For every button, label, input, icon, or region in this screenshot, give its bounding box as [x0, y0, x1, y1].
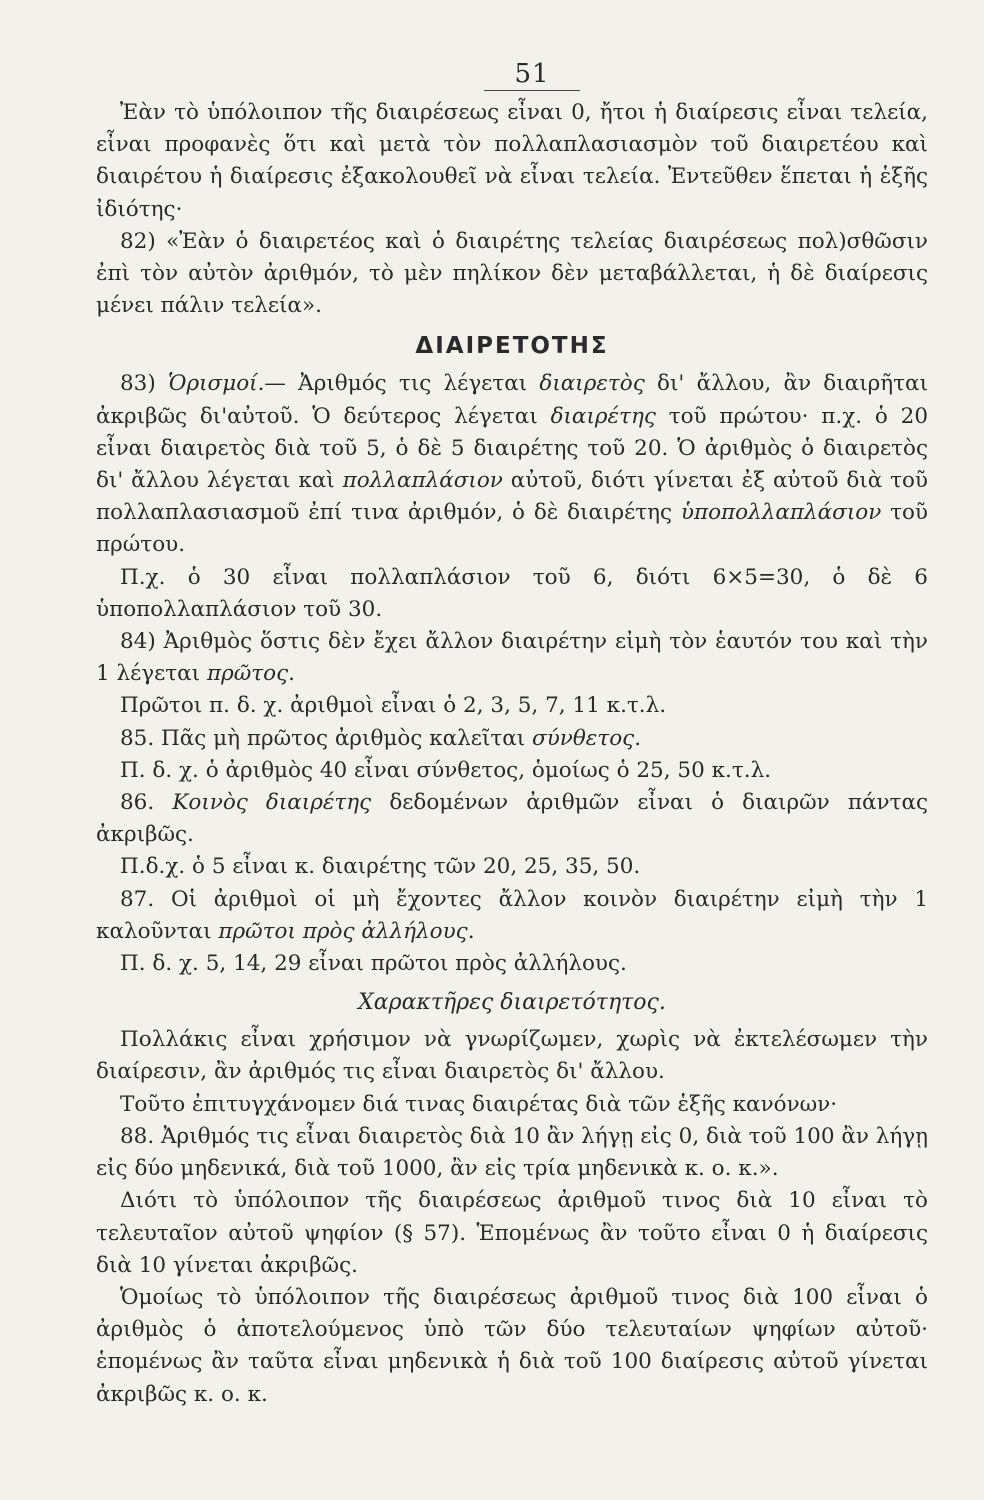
p85-term-composite: σύνθετος [532, 725, 635, 751]
paragraph-reason-100: Ὁμοίως τὸ ὑπόλοιπον τῆς διαιρέσεως ἀριθμοῦ τινος διὰ 100 εἶναι ὁ ἀριθμὸς ὁ ἀποτελούμενος ὑπὸ τῶν δύο τελευταίων ψηφίων αὐτοῦ· ἑπομένως ἂν ταῦτα εἶναι μηδενικὰ ἡ διὰ τοῦ 100 διαίρεσις αὐτοῦ γίνεται ἀκριβῶς κ. ο. κ. [96, 1284, 928, 1407]
page-number-rule [484, 90, 580, 91]
section-heading: ΔΙΑΙΡΕΤΟΤΗΣ [415, 333, 609, 360]
subsection-heading: Χαρακτῆρες διαιρετότητος. [358, 990, 666, 1016]
p83-term-multiple: πολλαπλάσιον [342, 468, 503, 494]
page-number: 51 [514, 59, 550, 89]
p83-term-submultiple: ὑποπολλαπλάσιον [680, 500, 882, 526]
paragraph-rules-intro: Τοῦτο ἐπιτυγχάνομεν διά τινας διαιρέτας διὰ τῶν ἑξῆς κανόνων· [120, 1091, 838, 1117]
p83-term-divisor: διαιρέτης [550, 403, 656, 429]
paragraph-common-divisor-example: Π.δ.χ. ὁ 5 εἶναι κ. διαιρέτης τῶν 20, 25, 35, 50. [120, 854, 641, 880]
paragraph-83-definitions: 83) Ὁρισμοί.— Ἀριθμός τις λέγεται διαιρετὸς δι' ἄλλου, ἂν διαιρῆται ἀκριβῶς δι'αὐτοῦ. Ὁ δεύτερος λέγεται διαιρέτης τοῦ πρώτου· π.χ. ὁ 20 εἶναι διαιρετὸς διὰ τοῦ 5, ὁ δὲ 5 διαιρέτης τοῦ 20. Ὁ ἀριθμὸς ὁ διαιρετὸς δι' ἄλλου λέγεται καὶ πολλαπλάσιον αὐτοῦ, διότι γίνεται ἐξ αὐτοῦ διὰ τοῦ πολλαπλασιασμοῦ ἐπί τινα ἀριθμόν, ὁ δὲ διαιρέτης ὑποπολλαπλάσιον τοῦ πρώτου. [96, 371, 929, 558]
p86-term-common-divisor: Κοινὸς διαιρέτης [172, 790, 372, 816]
paragraph-example-multiple: Π.χ. ὁ 30 εἶναι πολλαπλάσιον τοῦ 6, διότι 6×5=30, ὁ δὲ 6 ὑποπολλαπλάσιον τοῦ 30. [96, 564, 928, 622]
paragraph-composite-examples: Π. δ. χ. ὁ ἀριθμὸς 40 εἶναι σύνθετος, ὁμοίως ὁ 25, 50 κ.τ.λ. [120, 757, 772, 783]
p83-number: 83) [120, 371, 169, 397]
page-text [96, 97, 928, 1411]
paragraph-remainder-zero: Ἐὰν τὸ ὑπόλοιπον τῆς διαιρέσεως εἶναι 0, ἤτοι ἡ διαίρεσις εἶναι τελεία, εἶναι προφανὲς ὅτι καὶ μετὰ τὸν πολλαπλασιασμὸν τοῦ διαιρετέου καὶ διαιρέτου ἡ διαίρεσις ἐξακολουθεῖ νὰ εἶναι τελεία. Ἐντεῦθεν ἕπεται ἡ ἑξῆς ἰδιότης· [96, 100, 928, 222]
p87-term-coprime: πρῶτοι πρὸς ἀλλήλους [218, 918, 468, 944]
paragraph-prime-examples: Πρῶτοι π. δ. χ. ἀριθμοὶ εἶναι ὁ 2, 3, 5, 7, 11 κ.τ.λ. [120, 693, 667, 719]
paragraph-useful-know: Πολλάκις εἶναι χρήσιμον νὰ γνωρίζωμεν, χωρὶς νὰ ἐκτελέσωμεν τὴν διαίρεσιν, ἂν ἀριθμός τις εἶναι διαιρετὸς δι' ἄλλου. [96, 1027, 928, 1085]
paragraph-82: 82) «Ἐὰν ὁ διαιρετέος καὶ ὁ διαιρέτης τελείας διαιρέσεως πολ)σθῶσιν ἐπὶ τὸν αὐτὸν ἀριθμόν, τὸ μὲν πηλίκον δὲν μεταβάλλεται, ἡ δὲ διαίρεσις μένει πάλιν τελεία». [96, 228, 928, 319]
paragraph-reason-10: Διότι τὸ ὑπόλοιπον τῆς διαιρέσεως ἀριθμοῦ τινος διὰ 10 εἶναι τὸ τελευταῖον αὐτοῦ ψηφίον (§ 57). Ἑπομένως ἂν τοῦτο εἶναι 0 ἡ διαίρεσις διὰ 10 γίνεται ἀκριβῶς. [96, 1188, 928, 1278]
p83-term-divisible: διαιρετὸς [539, 371, 645, 397]
p83-term-definitions: Ὁρισμοί. [168, 371, 265, 397]
paragraph-84-prime: 84) Ἀριθμὸς ὅστις δὲν ἔχει ἄλλον διαιρέτην εἰμὴ τὸν ἑαυτόν του καὶ τὴν 1 λέγεται πρῶτος. [96, 629, 928, 687]
paragraph-88-rule: 88. Ἀριθμός τις εἶναι διαιρετὸς διὰ 10 ἂν λήγῃ εἰς 0, διὰ τοῦ 100 ἂν λήγῃ εἰς δύο μηδενικά, διὰ τοῦ 1000, ἂν εἰς τρία μηδενικὰ κ. ο. κ.». [96, 1123, 929, 1182]
paragraph-85-composite: 85. Πᾶς μὴ πρῶτος ἀριθμὸς καλεῖται σύνθετος. [120, 725, 642, 751]
paragraph-coprime-example: Π. δ. χ. 5, 14, 29 εἶναι πρῶτοι πρὸς ἀλλήλους. [120, 951, 627, 977]
paragraph-87-coprime: 87. Οἱ ἀριθμοὶ οἱ μὴ ἔχοντες ἄλλον κοινὸν διαιρέτην εἰμὴ τὴν 1 καλοῦνται πρῶτοι πρὸς ἀλλήλους. [96, 886, 928, 944]
paragraph-86-common-divisor: 86. Κοινὸς διαιρέτης δεδομένων ἀριθμῶν εἶναι ὁ διαιρῶν πάντας ἀκριβῶς. [96, 790, 928, 848]
p84-term-prime: πρῶτος [206, 661, 289, 687]
